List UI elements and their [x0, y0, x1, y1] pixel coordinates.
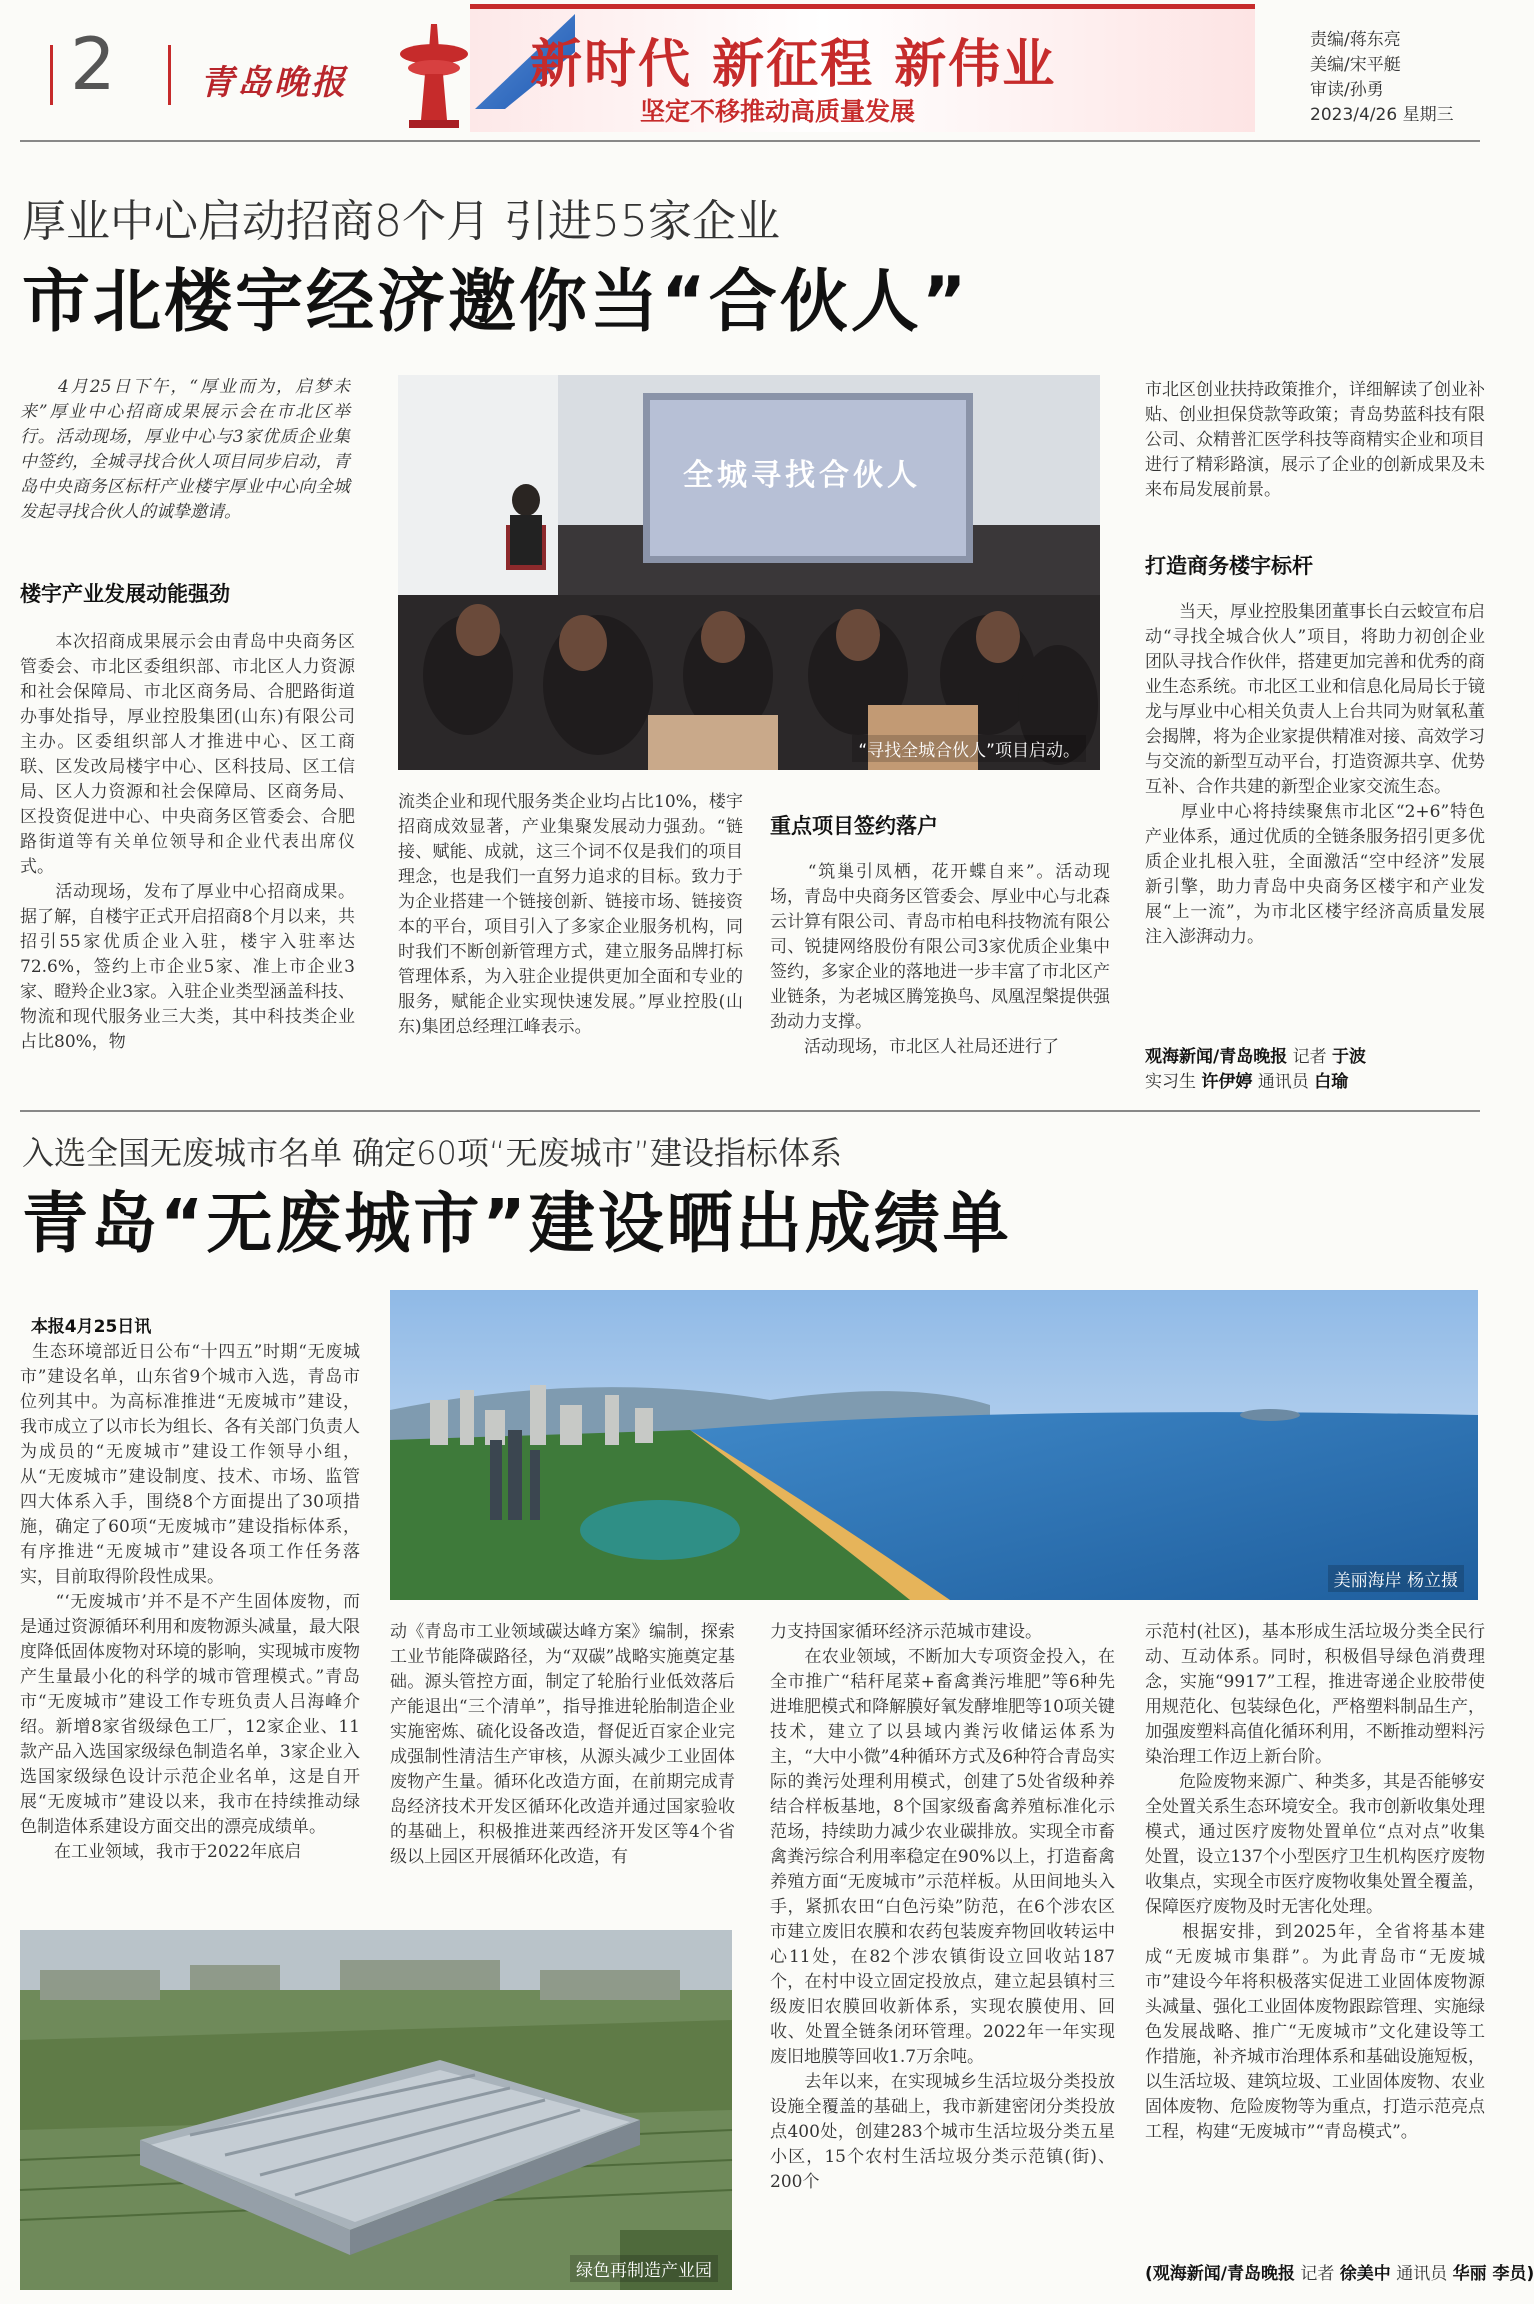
byline-outlet: 观海新闻/青岛晚报 [1145, 1047, 1288, 1067]
byline2-role-correspondent: 通讯员 [1396, 2264, 1448, 2284]
byline-correspondent: 白瑜 [1314, 1072, 1349, 1092]
story1-column-1: 本次招商成果展示会由青岛中央商务区管委会、市北区委组织部、市北区人力资源和社会保障局、市北区商务局、合肥路街道办事处指导，厚业控股集团(山东)有限公司主办。区委组织部人才推进中心、区工商联、区发改局楼宇中心、区科技局、区工信局、区人力资源和社会保障局、区商务局、区投资促进中心、中央商务区管委会、合肥路街道等有关单位领导和企业代表出席仪式。 活动现场，发布了厚业中心招商成果。据了解，自楼宇正式开启招商8个月以来，共招引55家优质企业入驻，楼宇入驻率达72.6%，签约上市企业5家、准上市企业3家、瞪羚企业3家。入驻企业类型涵盖科技、物流和现代服务业三大类，其中科技类企业占比80%，物 [20, 632, 355, 1052]
story2-column-1-text: 生态环境部近日公布“十四五”时期“无废城市”建设名单，山东省9个城市入选，青岛市位列其中。为高标准推进“无废城市”建设，我市成立了以市长为组长、各有关部门负责人为成员的“无废城市”建设工作领导小组，从“无废城市”建设制度、技术、市场、监管四大体系入手，围绕8个方面提出了30项措施，确定了60项“无废城市”建设指标体系，有序推进“无废城市”建设各项工作任务落实，目前取得阶段性成果。 “‘无废城市’并不是不产生固体废物，而是通过资源循环利用和废物源头减量，最大限度降低固体废物对环境的影响，实现城市废物产生量最小化的科学的城市管理模式。”青岛市“无废城市”建设工作专班负责人吕海峰介绍。新增8家省级绿色工厂，12家企业、11款产品入选国家级绿色制造名单，3家企业入选国家级绿色设计示范企业名单，这是自开展“无废城市”建设以来，我市在持续推动绿色制造体系建设方面交出的漂亮成绩单。 在工业领域，我市于2022年底启 [20, 1342, 360, 1862]
story2-dateline: 本报4月25日讯 [30, 1317, 152, 1337]
issue-date: 2023/4/26 星期三 [1310, 105, 1454, 125]
coastline-image [390, 1290, 1478, 1600]
story2-byline [1145, 2262, 1534, 2287]
story1-subhead-1: 楼宇产业发展动能强劲 [20, 582, 230, 606]
story1-column-4: 当天，厚业控股集团董事长白云蛟宣布启动“寻找全城合伙人”项目，将助力初创企业团队寻找合作伙伴，搭建更加完善和优秀的商业生态系统。市北区工业和信息化局局长于镜龙与厚业中心相关负责人上台共同为财氧私董会揭牌，将为企业家提供精准对接、高效学习与交流的新型互动平台，打造资源共享、优势互补、合作共建的新型企业家交流生态。 厚业中心将持续聚焦市北区“2+6”特色产业体系，通过优质的全链条服务招引更多优质企业扎根入驻，全面激活“空中经济”发展新引擎，助力青岛中央商务区楼宇和产业发展“上一流”，为市北区楼宇经济高质量发展注入澎湃动力。 [1145, 602, 1485, 947]
paper-name: 青岛晚报 [200, 63, 348, 103]
event-scene-image [398, 375, 1100, 770]
slogan-subtitle: 坚定不移推动高质量发展 [640, 97, 916, 126]
story1-photo-caption: “寻找全城合伙人”项目启动。 [852, 735, 1086, 762]
byline2-role-reporter: 记者 [1300, 2264, 1335, 2284]
editor: 责编/蒋东亮 [1310, 30, 1401, 50]
slogan: 新时代 新征程 新伟业 [530, 35, 1057, 95]
byline-role-intern: 实习生 [1145, 1072, 1196, 1092]
story2-column-4: 示范村(社区)，基本形成生活垃圾分类全民行动、互动体系。同时，积极倡导绿色消费理念，实施“9917”工程，推进寄递企业胶带使用规范化、包装绿色化，严格塑料制品生产，加强废塑料高值化循环利用，不断推动塑料污染治理工作迈上新台阶。 危险废物来源广、种类多，其是否能够安全处置关系生态环境安全。我市创新收集处理模式，通过医疗废物处置单位“点对点”收集处置，设立137个小型医疗卫生机构医疗废物收集点，实现全市医疗废物收集处置全覆盖，保障医疗废物及时无害化处理。 根据安排，到2025年，全省将基本建成“无废城市集群”。为此青岛市“无废城市”建设今年将积极落实促进工业固体废物源头减量、强化工业固体废物跟踪管理、实施绿色发展战略、推广“无废城市”文化建设等工作措施，补齐城市治理体系和基础设施短板，以生活垃圾、建筑垃圾、工业固体废物、农业固体废物、危险废物等为重点，打造示范亮点工程，构建“无废城市”“青岛模式”。 [1145, 1622, 1485, 2142]
story2-column-2: 动《青岛市工业领域碳达峰方案》编制，探索工业节能降碳路径，为“双碳”战略实施奠定基础。源头管控方面，制定了轮胎行业低效落后产能退出“三个清单”，指导推进轮胎制造企业实施密炼、硫化设备改造，督促近百家企业完成强制性清洁生产审核，从源头减少工业固体废物产生量。循环化改造方面，在前期完成青岛经济技术开发区循环化改造并通过国家验收的基础上，积极推进莱西经济开发区等4个省级以上园区开展循环化改造，有 [390, 1622, 735, 1867]
story2-industrial-caption: 绿色再制造产业园 [570, 2255, 718, 2282]
story-divider [20, 1110, 1480, 1112]
story2-coast-caption: 美丽海岸 杨立摄 [1328, 1565, 1464, 1592]
story2-industrial-photo [20, 1930, 732, 2290]
story1-column-3: “筑巢引凤栖，花开蝶自来”。活动现场，青岛中央商务区管委会、厚业中心与北森云计算有限公司、青岛市柏电科技物流有限公司、锐捷网络股份有限公司3家优质企业集中签约，多家企业的落地进一步丰富了市北区产业链条，为老城区腾笼换鸟、凤凰涅槃提供强劲动力支撑。 活动现场，市北区人社局还进行了 [770, 862, 1110, 1057]
story1-subhead-2: 重点项目签约落户 [770, 814, 938, 838]
story1-headline: 市北楼宇经济邀你当“合伙人” [22, 263, 970, 342]
byline2-outlet: (观海新闻/青岛晚报 [1145, 2264, 1295, 2284]
industrial-park-image [20, 1930, 732, 2290]
byline2-reporter: 徐美中 [1339, 2264, 1391, 2284]
story2-kicker: 入选全国无废城市名单 确定60项“无废城市”建设指标体系 [22, 1134, 843, 1172]
story2-column-1 [20, 1290, 360, 1920]
landmark-tower-icon [395, 20, 473, 130]
story2-coast-photo [390, 1290, 1478, 1600]
byline-role-correspondent: 通讯员 [1257, 1072, 1309, 1092]
story1-kicker: 厚业中心启动招商8个月 引进55家企业 [22, 196, 780, 247]
story1-lead: 4月25日下午，“厚业而为，启梦未来”厚业中心招商成果展示会在市北区举行。活动现场，厚业中心与3家优质企业集中签约，全城寻找合伙人项目同步启动，青岛中央商务区标杆产业楼宇厚业中心向全城发起寻找合伙人的诚挚邀请。 [20, 377, 350, 522]
story1-byline [1145, 1045, 1485, 1095]
byline-intern: 许伊婷 [1201, 1072, 1253, 1092]
story1-column-2: 流类企业和现代服务类企业均占比10%，楼宇招商成效显著，产业集聚发展动力强劲。“链接、赋能、成就，这三个词不仅是我们的项目理念，也是我们一直努力追求的目标。致力于为企业搭建一个链接创新、链接市场、链接资本的平台，项目引入了多家企业服务机构，同时我们不断创新管理方式，建立服务品牌打标管理体系，为入驻企业提供更加全面和专业的服务，赋能企业实现快速发展。”厚业控股(山东)集团总经理江峰表示。 [398, 792, 743, 1037]
story1-photo [398, 375, 1100, 770]
masthead-rule [20, 140, 1480, 142]
page-number: 2 [70, 22, 116, 106]
story2-headline: 青岛“无废城市”建设晒出成绩单 [22, 1185, 1012, 1262]
byline2-correspondent: 华丽 李员) [1452, 2264, 1534, 2284]
story2-column-3: 力支持国家循环经济示范城市建设。 在农业领域，不断加大专项资金投入，在全市推广“秸秆尾菜+畜禽粪污堆肥”等6种先进堆肥模式和降解膜好氧发酵堆肥等10项关键技术，建立了以县域内粪污收储运体系为主，“大中小微”4种循环方式及6种符合青岛实际的粪污处理利用模式，创建了5处省级种养结合样板基地，8个国家级畜禽养殖标准化示范场，持续助力减少农业碳排放。实现全市畜禽粪污综合利用率稳定在90%以上，打造畜禽养殖方面“无废城市”示范样板。从田间地头入手，紧抓农田“白色污染”防范，在6个涉农区市建立废旧农膜和农药包装废弃物回收转运中心11处，在82个涉农镇街设立回收站187个，在村中设立固定投放点，建立起县镇村三级废旧农膜回收新体系，实现农膜使用、回收、处置全链条闭环管理。2022年一年实现废旧地膜等回收1.7万余吨。 去年以来，在实现城乡生活垃圾分类投放设施全覆盖的基础上，我市新建密闭分类投放点400处，创建283个城市生活垃圾分类五星小区，15个农村生活垃圾分类示范镇(街)、200个 [770, 1622, 1116, 2192]
paper-name-divider [168, 45, 171, 105]
story1-column-4-top: 市北区创业扶持政策推介，详细解读了创业补贴、创业担保贷款等政策；青岛势蓝科技有限公司、众精普汇医学科技等商精实企业和项目进行了精彩路演，展示了企业的创新成果及未来布局发展前景。 [1145, 380, 1485, 500]
screen-text: 全城寻找合伙人 [683, 458, 921, 493]
proofreader: 审读/孙勇 [1310, 80, 1384, 100]
page-number-divider [50, 45, 53, 105]
designer: 美编/宋平艇 [1310, 55, 1401, 75]
byline-reporter: 于波 [1332, 1047, 1367, 1067]
byline-role-reporter: 记者 [1292, 1047, 1327, 1067]
editor-info [1310, 28, 1454, 128]
story1-subhead-3: 打造商务楼宇标杆 [1145, 554, 1313, 578]
